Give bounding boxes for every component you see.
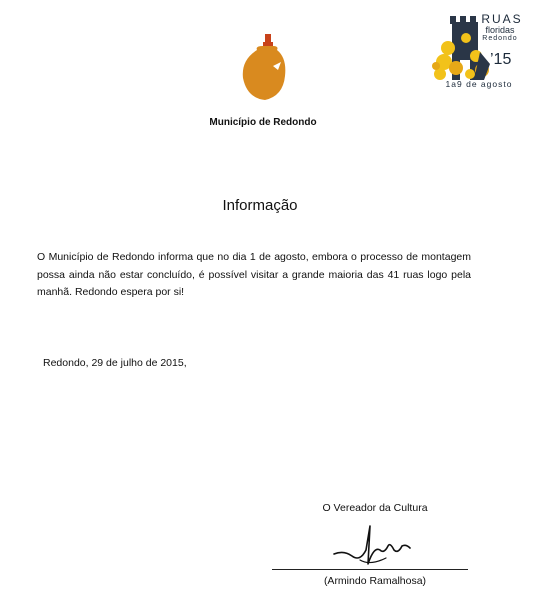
municipality-name: Município de Redondo bbox=[209, 117, 317, 128]
logo-text-floridas: floridas bbox=[485, 25, 515, 35]
document-body: O Município de Redondo informa que no dia 1 de agosto, embora o processo de montagem possa ainda não estar concluído, é possível visitar a grande maioria das 41 ruas logo pela manhã. Redondo espera por si! bbox=[37, 251, 471, 298]
place-and-date: Redondo, 29 de julho de 2015, bbox=[43, 357, 187, 369]
signer-name: (Armindo Ramalhosa) bbox=[323, 575, 427, 587]
logo-text-redondo: Redondo bbox=[482, 35, 518, 42]
municipality-emblem-icon bbox=[237, 32, 289, 102]
document-title: Informação bbox=[222, 197, 298, 214]
signer-role: O Vereador da Cultura bbox=[322, 502, 428, 514]
logo-dates: 1a9 de agosto bbox=[445, 79, 513, 89]
logo-year: ’15 bbox=[490, 51, 512, 68]
logo-text-ruas: RUAS bbox=[481, 12, 523, 26]
handwritten-signature-icon bbox=[330, 520, 415, 570]
signature-line bbox=[272, 569, 468, 570]
